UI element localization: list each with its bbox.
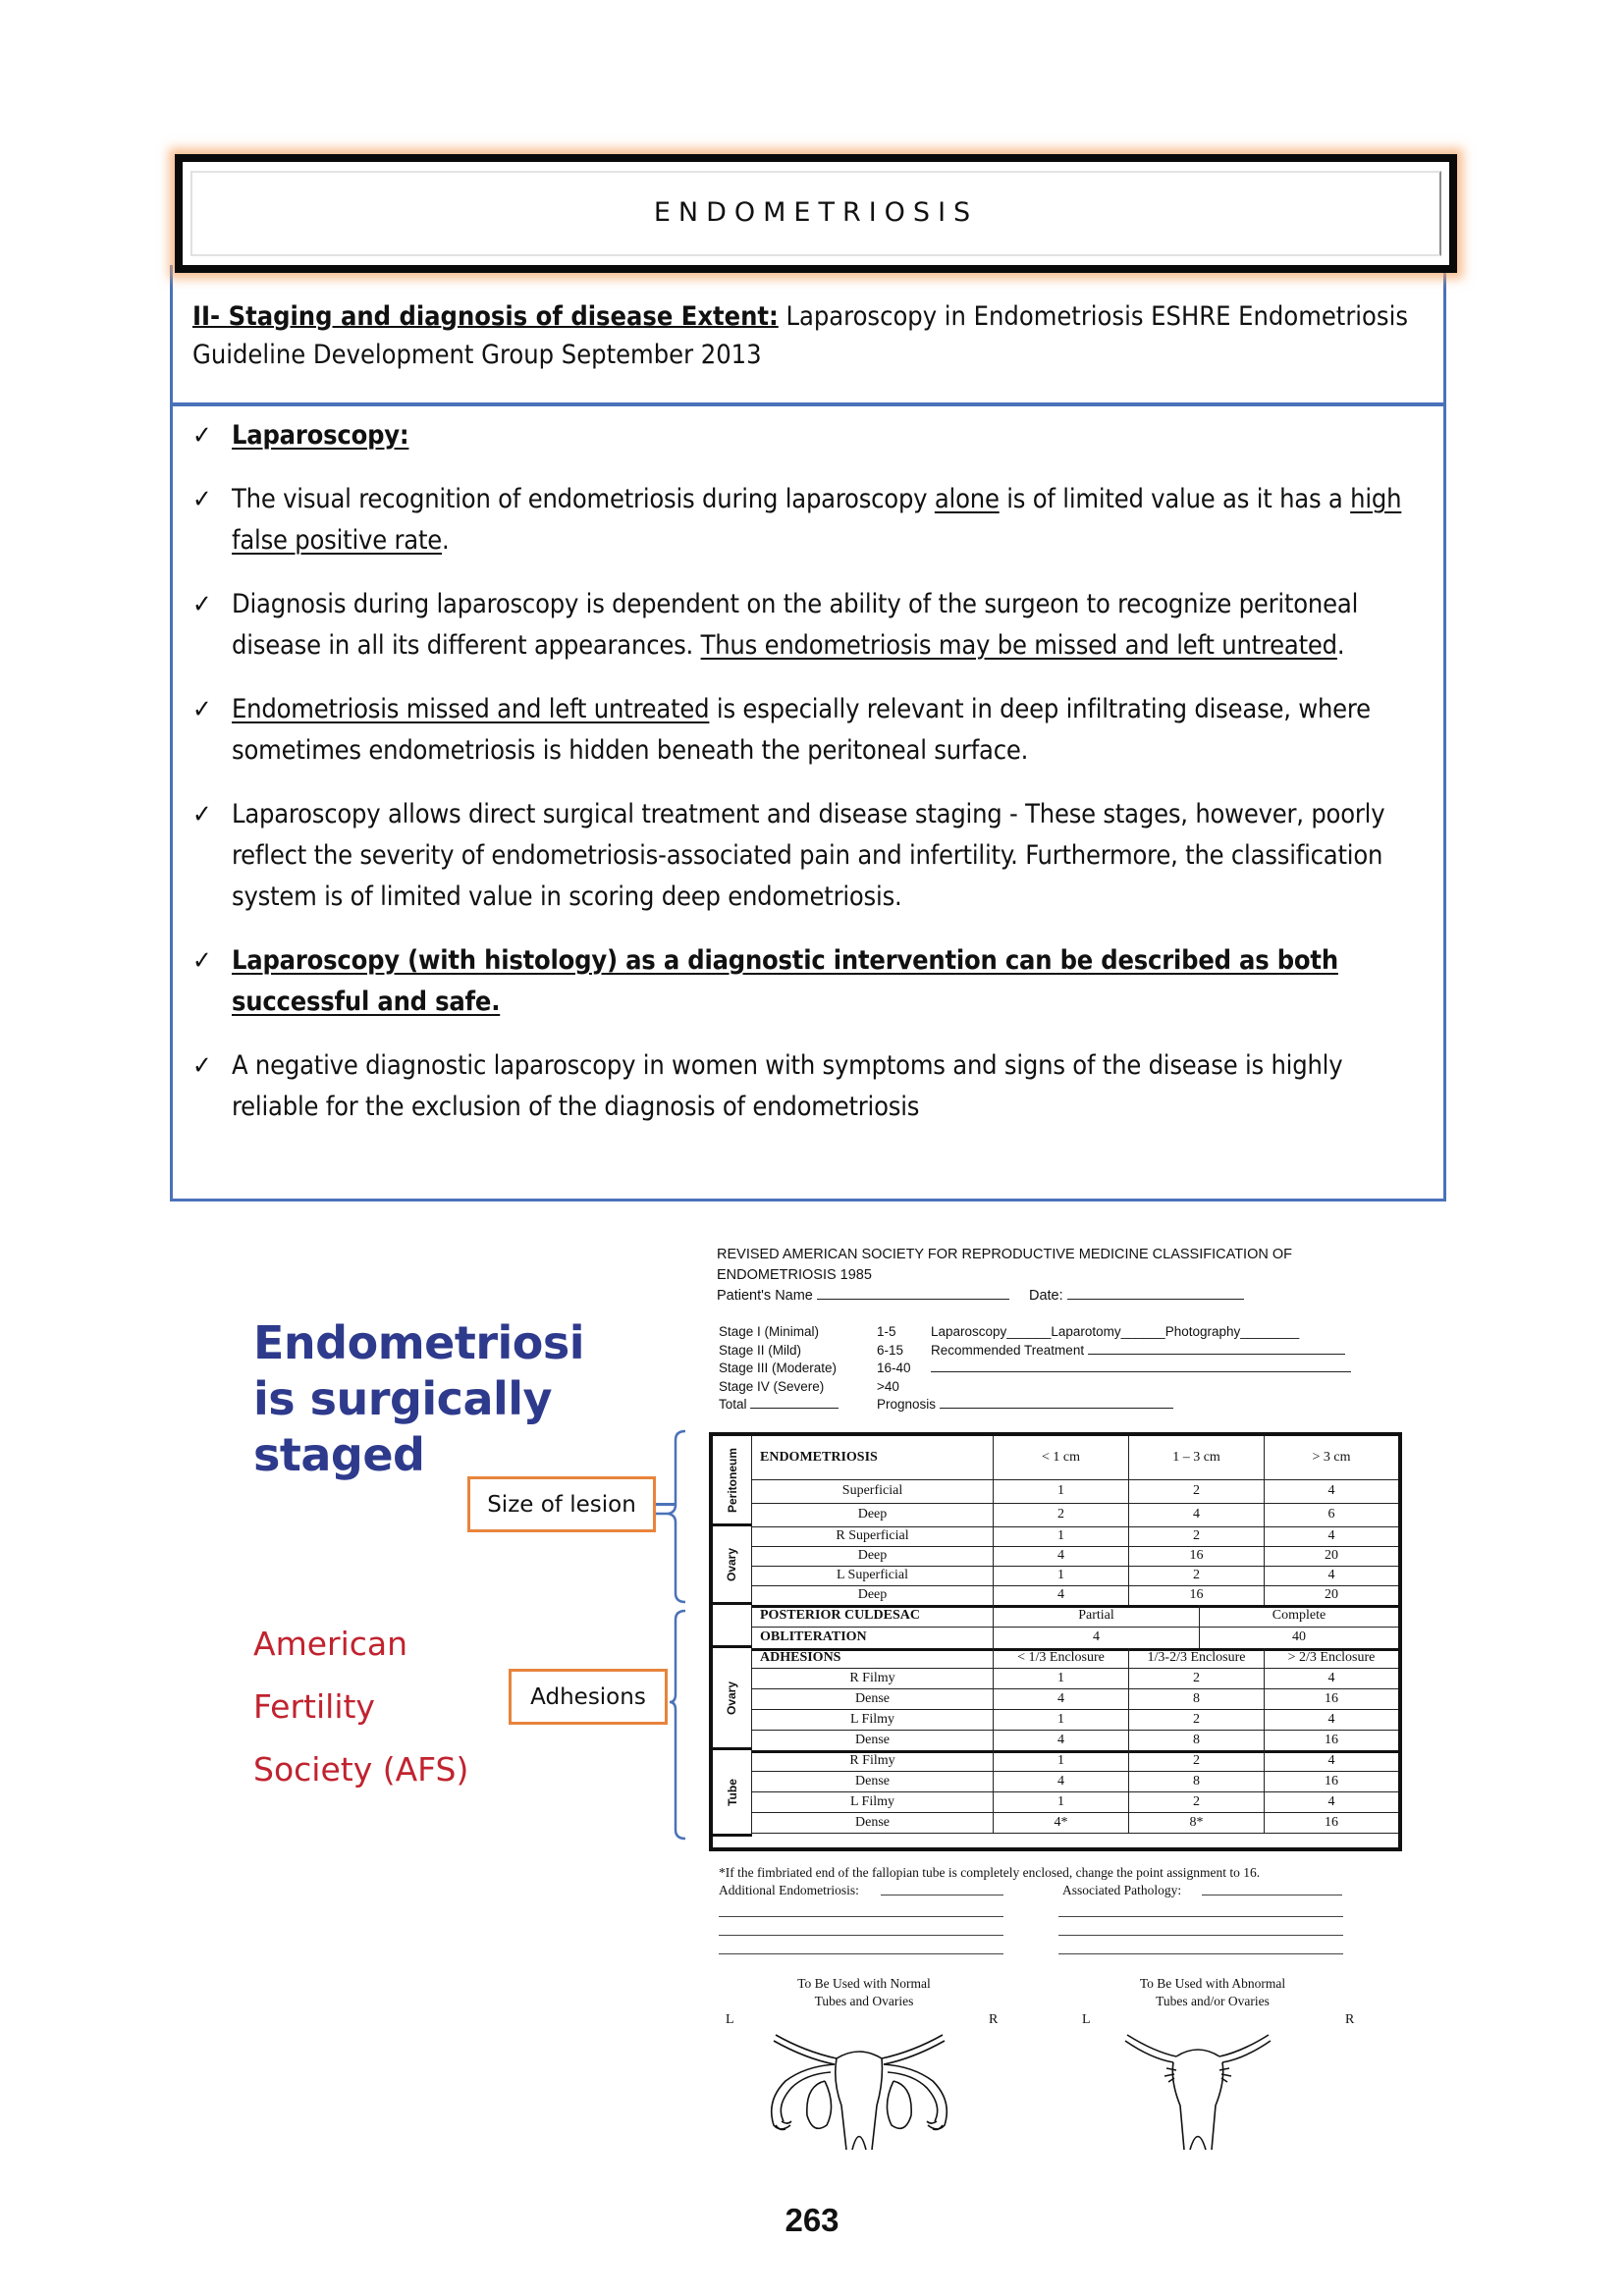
additional-line[interactable]	[719, 1916, 1003, 1917]
table-row	[752, 1648, 1398, 1669]
score-cell: 2	[1129, 1668, 1265, 1688]
stage-label: Stage II (Mild)	[719, 1342, 802, 1358]
procedure-fields: Laparoscopy______Laparotomy______Photography________	[931, 1324, 1300, 1339]
row-label: L Filmy	[752, 1791, 994, 1812]
row-label: Deep	[752, 1546, 994, 1566]
table-row	[752, 1566, 1398, 1586]
score-cell: 4	[994, 1585, 1129, 1605]
bullet-text: .	[442, 525, 450, 556]
additional-line[interactable]	[719, 1953, 1003, 1954]
size-connector-line	[656, 1503, 676, 1506]
afs-line: American	[253, 1625, 408, 1663]
row-label: R Filmy	[752, 1750, 994, 1771]
checkmark-icon: ✓	[192, 421, 212, 451]
score-cell: 20	[1325, 1548, 1338, 1563]
prognosis-row	[877, 1396, 1173, 1415]
score-cell: 1	[994, 1791, 1129, 1812]
abnormal-right-marker: R	[1345, 2012, 1355, 2027]
score-cell: 16	[1325, 1814, 1338, 1830]
table-row	[752, 1605, 1398, 1628]
row-label: Deep	[752, 1503, 994, 1526]
score-cell: 2	[994, 1503, 1129, 1526]
afs-caption	[253, 1613, 548, 1801]
section-heading: II- Staging and diagnosis of disease Extent:	[192, 301, 779, 332]
column-header: > 2/3 Enclosure	[1287, 1650, 1376, 1665]
date-label: Date:	[1028, 1288, 1063, 1304]
table-row	[752, 1771, 1398, 1792]
score-cell: 4*	[994, 1812, 1129, 1833]
row-label: Deep	[752, 1585, 994, 1605]
adhesions-bracket-icon	[652, 1608, 691, 1843]
score-cell: 1	[994, 1526, 1129, 1546]
stage-range: >40	[877, 1378, 899, 1394]
caption-line: Tubes and/or Ovaries	[1156, 1994, 1270, 2008]
score-cell: 16	[1129, 1546, 1265, 1566]
stage-row	[719, 1342, 1367, 1361]
slide-heading-line: is surgically	[253, 1372, 552, 1425]
caption-line: To Be Used with Abnormal	[1139, 1976, 1286, 1991]
page-number: 263	[785, 2202, 839, 2238]
culdesac-label: OBLITERATION	[752, 1627, 994, 1648]
table-row	[752, 1709, 1398, 1731]
section-citation	[192, 297, 1424, 374]
section-label-text: Tube	[725, 1778, 739, 1806]
additional-line[interactable]	[719, 1935, 1003, 1936]
normal-uterus-icon	[746, 2027, 972, 2150]
table-row	[752, 1546, 1398, 1567]
score-cell: 8	[1129, 1688, 1265, 1709]
score-cell: 4	[994, 1688, 1129, 1709]
normal-right-marker: R	[989, 2012, 999, 2027]
normal-left-marker: L	[726, 2012, 734, 2027]
column-header: 1/3-2/3 Enclosure	[1129, 1648, 1265, 1668]
column-header: < 1 cm	[994, 1436, 1129, 1479]
section-label-text: Ovary	[725, 1681, 739, 1715]
score-cell: 4	[1327, 1528, 1335, 1543]
fimbriated-footnote: *If the fimbriated end of the fallopian tube is completely enclosed, change the point assignment to 16.	[719, 1865, 1261, 1880]
bullet-item	[192, 689, 1424, 772]
score-cell: 1	[994, 1479, 1129, 1503]
table-row	[752, 1812, 1398, 1834]
stage-range: 16-40	[877, 1361, 911, 1376]
column-header: < 1/3 Enclosure	[994, 1648, 1129, 1668]
stage-row	[719, 1378, 1367, 1397]
stage-row	[719, 1396, 1367, 1415]
table-section-label	[713, 1605, 752, 1648]
stage-list	[719, 1323, 1367, 1415]
citation-source: Laparoscopy in Endometriosis ESHRE Endometriosis Guideline Development Group September 2013	[192, 301, 1408, 370]
additional-endometriosis-field[interactable]	[881, 1895, 1003, 1896]
afs-line: Fertility	[253, 1687, 375, 1726]
score-cell: 16	[1325, 1690, 1338, 1706]
section-label-text: Ovary	[725, 1547, 739, 1581]
score-cell: 2	[1129, 1709, 1265, 1730]
bullet-item	[192, 415, 1424, 456]
row-label: Dense	[752, 1771, 994, 1791]
bullet-item	[192, 1045, 1424, 1128]
row-label: Dense	[752, 1812, 994, 1833]
pathology-line[interactable]	[1058, 1916, 1343, 1917]
form-title-line1: REVISED AMERICAN SOCIETY FOR REPRODUCTIVE MEDICINE CLASSIFICATION OF	[717, 1247, 1292, 1262]
afs-line: Society (AFS)	[253, 1750, 469, 1789]
score-cell: 4	[1327, 1711, 1335, 1727]
score-cell: 2	[1129, 1526, 1265, 1546]
recommended-treatment-field[interactable]	[1088, 1342, 1345, 1355]
score-cell: 2	[1129, 1479, 1265, 1503]
slide-heading	[253, 1315, 607, 1483]
bullet-list	[192, 415, 1424, 1150]
partial-header: Partial	[994, 1605, 1200, 1627]
table-row	[752, 1750, 1398, 1772]
score-cell: 16	[1325, 1732, 1338, 1747]
bullet-item	[192, 794, 1424, 918]
bullet-text: .	[1336, 630, 1345, 661]
score-cell: 8	[1129, 1771, 1265, 1791]
stage-label: Stage I (Minimal)	[719, 1324, 820, 1339]
stage-row	[719, 1323, 1367, 1342]
score-cell: 4	[1327, 1483, 1335, 1498]
table-section-label	[713, 1436, 752, 1526]
table-row	[752, 1479, 1398, 1504]
table-row	[752, 1436, 1398, 1480]
emphasized-text: Endometriosis missed and left untreated	[232, 694, 710, 724]
treatment-field-2[interactable]	[931, 1360, 1351, 1372]
checkmark-icon: ✓	[192, 590, 212, 619]
stage-range: 1-5	[877, 1324, 896, 1339]
row-label: Dense	[752, 1730, 994, 1750]
size-of-lesion-text: Size of lesion	[487, 1491, 636, 1518]
section-box	[170, 265, 1446, 1201]
score-cell: 4	[1327, 1793, 1335, 1809]
row-label: R Filmy	[752, 1668, 994, 1688]
adhesions-label	[509, 1669, 668, 1725]
score-cell: 4	[994, 1771, 1129, 1791]
section-label-text: Peritoneum	[725, 1447, 739, 1513]
checkmark-icon: ✓	[192, 946, 212, 976]
bullet-item	[192, 940, 1424, 1023]
additional-endometriosis-label: Additional Endometriosis:	[719, 1883, 859, 1897]
section-divider	[173, 402, 1443, 406]
column-header: 1 – 3 cm	[1129, 1436, 1265, 1479]
patient-name-label: Patient's Name	[717, 1288, 813, 1304]
form-header	[717, 1245, 1404, 1307]
table-row	[752, 1688, 1398, 1710]
stage-range: 6-15	[877, 1342, 904, 1358]
score-cell: 20	[1325, 1587, 1338, 1602]
emphasized-text: Laparoscopy (with histology) as a diagnostic intervention can be described as both successful and safe.	[232, 945, 1338, 1017]
row-label: L Filmy	[752, 1709, 994, 1730]
slide-heading-line: Endometriosi	[253, 1316, 585, 1369]
table-row	[752, 1503, 1398, 1527]
form-title-line2: ENDOMETRIOSIS 1985	[717, 1267, 872, 1283]
score-cell: 1	[994, 1750, 1129, 1771]
score-cell: 4	[1327, 1568, 1335, 1582]
emphasized-text: high false positive rate	[232, 484, 1402, 556]
column-header: > 3 cm	[1312, 1450, 1351, 1465]
bullet-text: A negative diagnostic laparoscopy in women with symptoms and signs of the disease is highly reliable for the exclusion of the diagnosis of endometriosis	[232, 1050, 1343, 1122]
score-cell: 40	[1292, 1629, 1306, 1644]
total-label: Total	[719, 1397, 747, 1413]
score-cell: 4	[1327, 1670, 1335, 1685]
complete-header: Complete	[1272, 1608, 1326, 1623]
caption-line: To Be Used with Normal	[797, 1976, 931, 1991]
bullet-item	[192, 584, 1424, 667]
bullet-text: is especially relevant in deep infiltrating disease, where sometimes endometriosis is hidden beneath the peritoneal surface.	[232, 694, 1371, 766]
size-of-lesion-label	[467, 1476, 656, 1532]
chapter-title: ENDOMETRIOSIS	[653, 197, 979, 228]
checkmark-icon: ✓	[192, 485, 212, 514]
patient-name-field[interactable]	[817, 1287, 1009, 1300]
total-row	[719, 1396, 839, 1415]
row-label: L Superficial	[752, 1566, 994, 1585]
pathology-line[interactable]	[1058, 1953, 1343, 1954]
adhesions-text: Adhesions	[530, 1683, 646, 1710]
score-cell: 4	[994, 1627, 1200, 1648]
score-cell: 1	[994, 1709, 1129, 1730]
table-section-label	[713, 1648, 752, 1750]
row-label: Superficial	[752, 1479, 994, 1503]
prognosis-field[interactable]	[940, 1396, 1173, 1409]
checkmark-icon: ✓	[192, 695, 212, 724]
bullet-text: Diagnosis during laparoscopy is dependent on the ability of the surgeon to recognize peritoneal disease in all its different appearances.	[232, 589, 1359, 661]
score-cell: 4	[994, 1730, 1129, 1750]
score-cell: 2	[1129, 1750, 1265, 1771]
associated-pathology-label: Associated Pathology:	[1062, 1883, 1182, 1897]
score-cell: 4	[1129, 1503, 1265, 1526]
table-row	[752, 1526, 1398, 1547]
table-row	[752, 1668, 1398, 1689]
pathology-labels-row	[719, 1882, 1386, 1899]
stage-label: Stage IV (Severe)	[719, 1378, 825, 1394]
associated-pathology-field[interactable]	[1202, 1895, 1342, 1896]
adhesions-header: ADHESIONS	[752, 1648, 994, 1668]
slide-heading-line: staged	[253, 1428, 425, 1481]
checkmark-icon: ✓	[192, 1051, 212, 1081]
bullet-text: Laparoscopy allows direct surgical treatment and disease staging - These stages, however, poorly reflect the severity of endometriosis-associated pain and infertility. Furthermore, the classification system is of limited value in scoring deep endometriosis.	[232, 799, 1385, 912]
patient-row	[717, 1286, 1404, 1307]
score-cell: 16	[1325, 1773, 1338, 1789]
stage-row	[719, 1360, 1367, 1378]
abnormal-left-marker: L	[1082, 2012, 1091, 2027]
emphasized-text: Laparoscopy:	[232, 420, 409, 451]
date-field[interactable]	[1067, 1287, 1244, 1300]
chapter-title-box	[175, 154, 1457, 273]
score-cell: 4	[1327, 1752, 1335, 1768]
abnormal-diagram-caption	[1095, 1975, 1330, 2010]
bullet-text: is of limited value as it has a	[999, 484, 1351, 514]
caption-line: Tubes and Ovaries	[814, 1994, 914, 2008]
normal-diagram-caption	[746, 1975, 982, 2010]
score-cell: 1	[994, 1668, 1129, 1688]
score-cell: 6	[1327, 1507, 1335, 1522]
pathology-line[interactable]	[1058, 1935, 1343, 1936]
table-row	[752, 1791, 1398, 1813]
emphasized-text: alone	[934, 484, 1000, 514]
score-cell: 1	[994, 1566, 1129, 1585]
treatment-row	[931, 1342, 1345, 1361]
prognosis-label: Prognosis	[877, 1397, 937, 1413]
score-cell: 2	[1129, 1791, 1265, 1812]
stage-label: Stage III (Moderate)	[719, 1361, 838, 1376]
score-cell: 8	[1129, 1730, 1265, 1750]
score-cell: 8*	[1129, 1812, 1265, 1833]
row-label: R Superficial	[752, 1526, 994, 1546]
table-section-label	[713, 1526, 752, 1605]
emphasized-text: Thus endometriosis may be missed and left untreated	[700, 630, 1337, 661]
table-section-label	[713, 1750, 752, 1837]
score-cell: 16	[1129, 1585, 1265, 1605]
score-cell: 2	[1129, 1566, 1265, 1585]
scoring-table	[709, 1432, 1402, 1851]
total-field[interactable]	[750, 1396, 839, 1409]
row-label: Dense	[752, 1688, 994, 1709]
score-cell: 4	[994, 1546, 1129, 1566]
abnormal-uterus-icon	[1119, 2027, 1276, 2150]
size-bracket-icon	[652, 1428, 691, 1605]
bullet-text: The visual recognition of endometriosis during laparoscopy	[232, 484, 935, 514]
endometriosis-header: ENDOMETRIOSIS	[752, 1436, 994, 1479]
bullet-item	[192, 479, 1424, 561]
checkmark-icon: ✓	[192, 800, 212, 829]
culdesac-label: POSTERIOR CULDESAC	[752, 1605, 994, 1627]
recommended-treatment-label: Recommended Treatment	[931, 1342, 1085, 1358]
